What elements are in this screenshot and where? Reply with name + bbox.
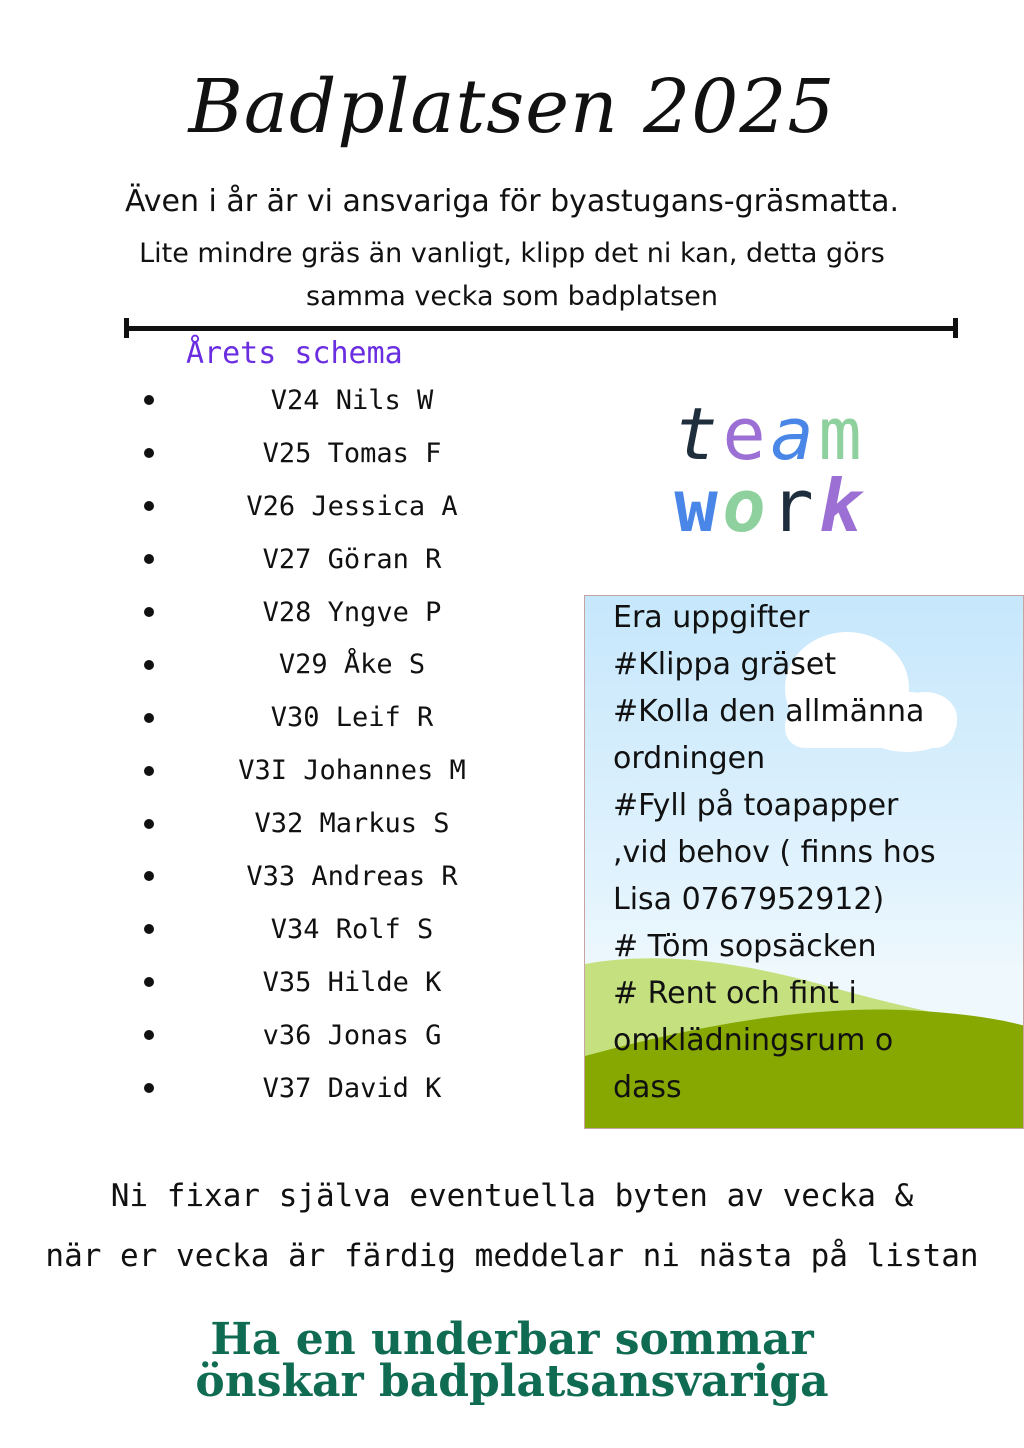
schedule-list: [130, 374, 550, 1114]
schedule-item: [130, 797, 550, 850]
task-line: ordningen: [613, 741, 766, 776]
schedule-item: [130, 1062, 550, 1115]
tasks-text: [613, 595, 1013, 1111]
schedule-entry: V26 Jessica A: [246, 490, 458, 522]
schedule-entry: V24 Nils W: [270, 384, 434, 416]
bullet-icon: [144, 766, 154, 776]
bullet-icon: [144, 501, 154, 511]
schedule-item: [130, 427, 550, 480]
task-line: # Töm sopsäcken: [613, 929, 877, 964]
bullet-icon: [144, 554, 154, 564]
schedule-entry: V34 Rolf S: [270, 913, 434, 945]
schedule-entry: v36 Jonas G: [262, 1019, 442, 1051]
teamwork-logo: [672, 392, 882, 548]
schedule-item: [130, 956, 550, 1009]
task-line: Era uppgifter: [613, 600, 810, 635]
bullet-icon: [144, 977, 154, 987]
schedule-entry: V32 Markus S: [254, 808, 450, 840]
task-line: # Rent och fint i: [613, 976, 857, 1011]
closing-line-1: Ha en underbar sommar: [210, 1314, 814, 1365]
teamwork-letter: a: [770, 392, 814, 476]
bullet-icon: [144, 395, 154, 405]
teamwork-letter: k: [818, 464, 862, 548]
bullet-icon: [144, 1083, 154, 1093]
task-line: #Kolla den allmänna: [613, 694, 925, 729]
schedule-item: [130, 480, 550, 533]
schedule-entry: V37 David K: [262, 1072, 442, 1104]
teamwork-row-work: [672, 464, 882, 548]
bullet-icon: [144, 871, 154, 881]
bullet-icon: [144, 448, 154, 458]
tasks-box: [584, 595, 1024, 1129]
note-line-2: när er vecka är färdig meddelar ni nästa på listan: [45, 1238, 979, 1274]
task-line: #Klippa gräset: [613, 647, 837, 682]
schedule-entry: V33 Andreas R: [246, 860, 458, 892]
bullet-icon: [144, 713, 154, 723]
intro-line-1: Även i år är vi ansvariga för byastugans-gräsmatta.: [124, 184, 900, 219]
bullet-icon: [144, 819, 154, 829]
schedule-entry: V30 Leif R: [270, 702, 434, 734]
closing-line-2: önskar badplatsansvariga: [195, 1356, 829, 1407]
page-title: Badplatsen 2025: [188, 64, 836, 150]
task-line: ,vid behov ( finns hos: [613, 835, 936, 870]
teamwork-letter: t: [674, 392, 718, 476]
teamwork-letter: r: [770, 464, 814, 548]
task-line: #Fyll på toapapper: [613, 788, 899, 823]
schedule-entry: V29 Åke S: [278, 649, 426, 681]
task-line: omklädningsrum o: [613, 1023, 894, 1058]
bullet-icon: [144, 1030, 154, 1040]
schedule-item: [130, 744, 550, 797]
bullet-icon: [144, 607, 154, 617]
teamwork-letter: m: [818, 392, 862, 476]
intro-line-2: Lite mindre gräs än vanligt, klipp det ni kan, detta görs samma vecka som badplatsen: [139, 238, 885, 312]
schedule-heading: Årets schema: [186, 336, 403, 371]
schedule-item: [130, 903, 550, 956]
schedule-item: [130, 586, 550, 639]
teamwork-letter: w: [674, 464, 718, 548]
schedule-entry: V35 Hilde K: [262, 966, 442, 998]
schedule-entry: V25 Tomas F: [262, 437, 442, 469]
schedule-item: [130, 850, 550, 903]
schedule-item: [130, 374, 550, 427]
schedule-entry: V3I Johannes M: [238, 755, 466, 787]
teamwork-letter: e: [722, 392, 766, 476]
schedule-entry: V28 Yngve P: [262, 596, 442, 628]
note-line-1: Ni fixar själva eventuella byten av vecka &: [110, 1178, 914, 1214]
schedule-item: [130, 691, 550, 744]
task-line: Lisa 0767952912): [613, 882, 885, 917]
bullet-icon: [144, 660, 154, 670]
schedule-item: [130, 533, 550, 586]
teamwork-letter: o: [722, 464, 766, 548]
divider-rule: [124, 326, 958, 331]
bullet-icon: [144, 924, 154, 934]
schedule-entry: V27 Göran R: [262, 543, 442, 575]
schedule-item: [130, 638, 550, 691]
teamwork-row-team: [672, 392, 882, 476]
schedule-item: [130, 1009, 550, 1062]
task-line: dass: [613, 1070, 682, 1105]
